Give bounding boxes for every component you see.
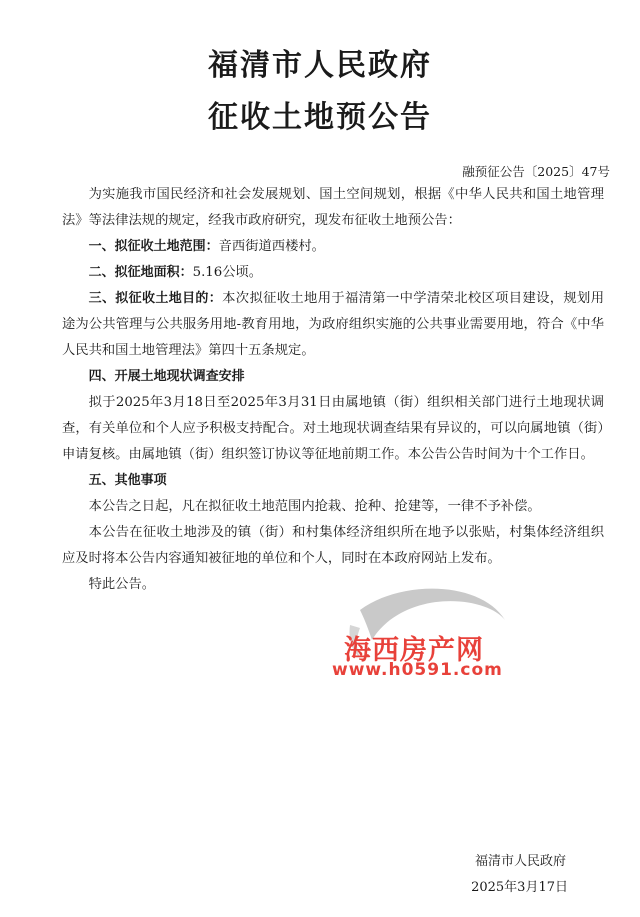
watermark-url: www.h0591.com [332,660,503,680]
section-other-heading: 五、其他事项 [88,473,167,488]
page-title-line2: 征收土地预公告 [208,100,432,135]
section-scope [62,234,604,260]
signature-issuer: 福清市人民政府 [474,854,566,869]
section-purpose-heading: 三、拟征收土地目的： [88,291,223,306]
section-area-text: 5.16公顷。 [192,265,263,280]
document-number: 融预征公告〔2025〕47号 [462,164,610,179]
section-other-para2: 本公告在征收土地涉及的镇（街）和村集体经济组织所在地予以张贴，村集体经济组织应及时将本公告内容通知被征地的单位和个人，同时在本政府网站上发布。 [62,525,604,566]
page-title-line1: 福清市人民政府 [208,48,432,83]
section-scope-heading: 一、拟征收土地范围： [88,239,219,254]
section-scope-text: 音西街道西楼村。 [218,239,325,254]
closing-text: 特此公告。 [88,577,156,592]
watermark-brand: 海西房产网 [344,635,484,666]
section-survey-text: 拟于2025年3月18日至2025年3月31日由属地镇（街）组织相关部门进行土地现状调查，有关单位和个人应予积极支持配合。对土地现状调查结果有异议的，可以向属地镇（街）申请复核。由属地镇（街）组织签订协议等征地前期工作。本公告公告时间为十个工作日。 [62,395,604,462]
signature-date: 2025年3月17日 [471,880,568,895]
section-area [62,260,604,286]
section-survey-heading: 四、开展土地现状调查安排 [88,369,245,384]
section-purpose [62,286,604,364]
section-purpose-text: 本次拟征收土地用于福清第一中学清荣北校区项目建设，规划用途为公共管理与公共服务用地-教育用地，为政府组织实施的公共事业需要用地，符合《中华人民共和国土地管理法》第四十五条规定。 [62,291,604,358]
section-area-heading: 二、拟征地面积： [88,265,193,280]
intro-paragraph: 为实施我市国民经济和社会发展规划、国土空间规划，根据《中华人民共和国土地管理法》等法律法规的规定，经我市政府研究，现发布征收土地预公告： [62,187,604,228]
section-other-para1: 本公告之日起，凡在拟征收土地范围内抢栽、抢种、抢建等，一律不予补偿。 [88,499,541,514]
notice-body [62,182,604,598]
